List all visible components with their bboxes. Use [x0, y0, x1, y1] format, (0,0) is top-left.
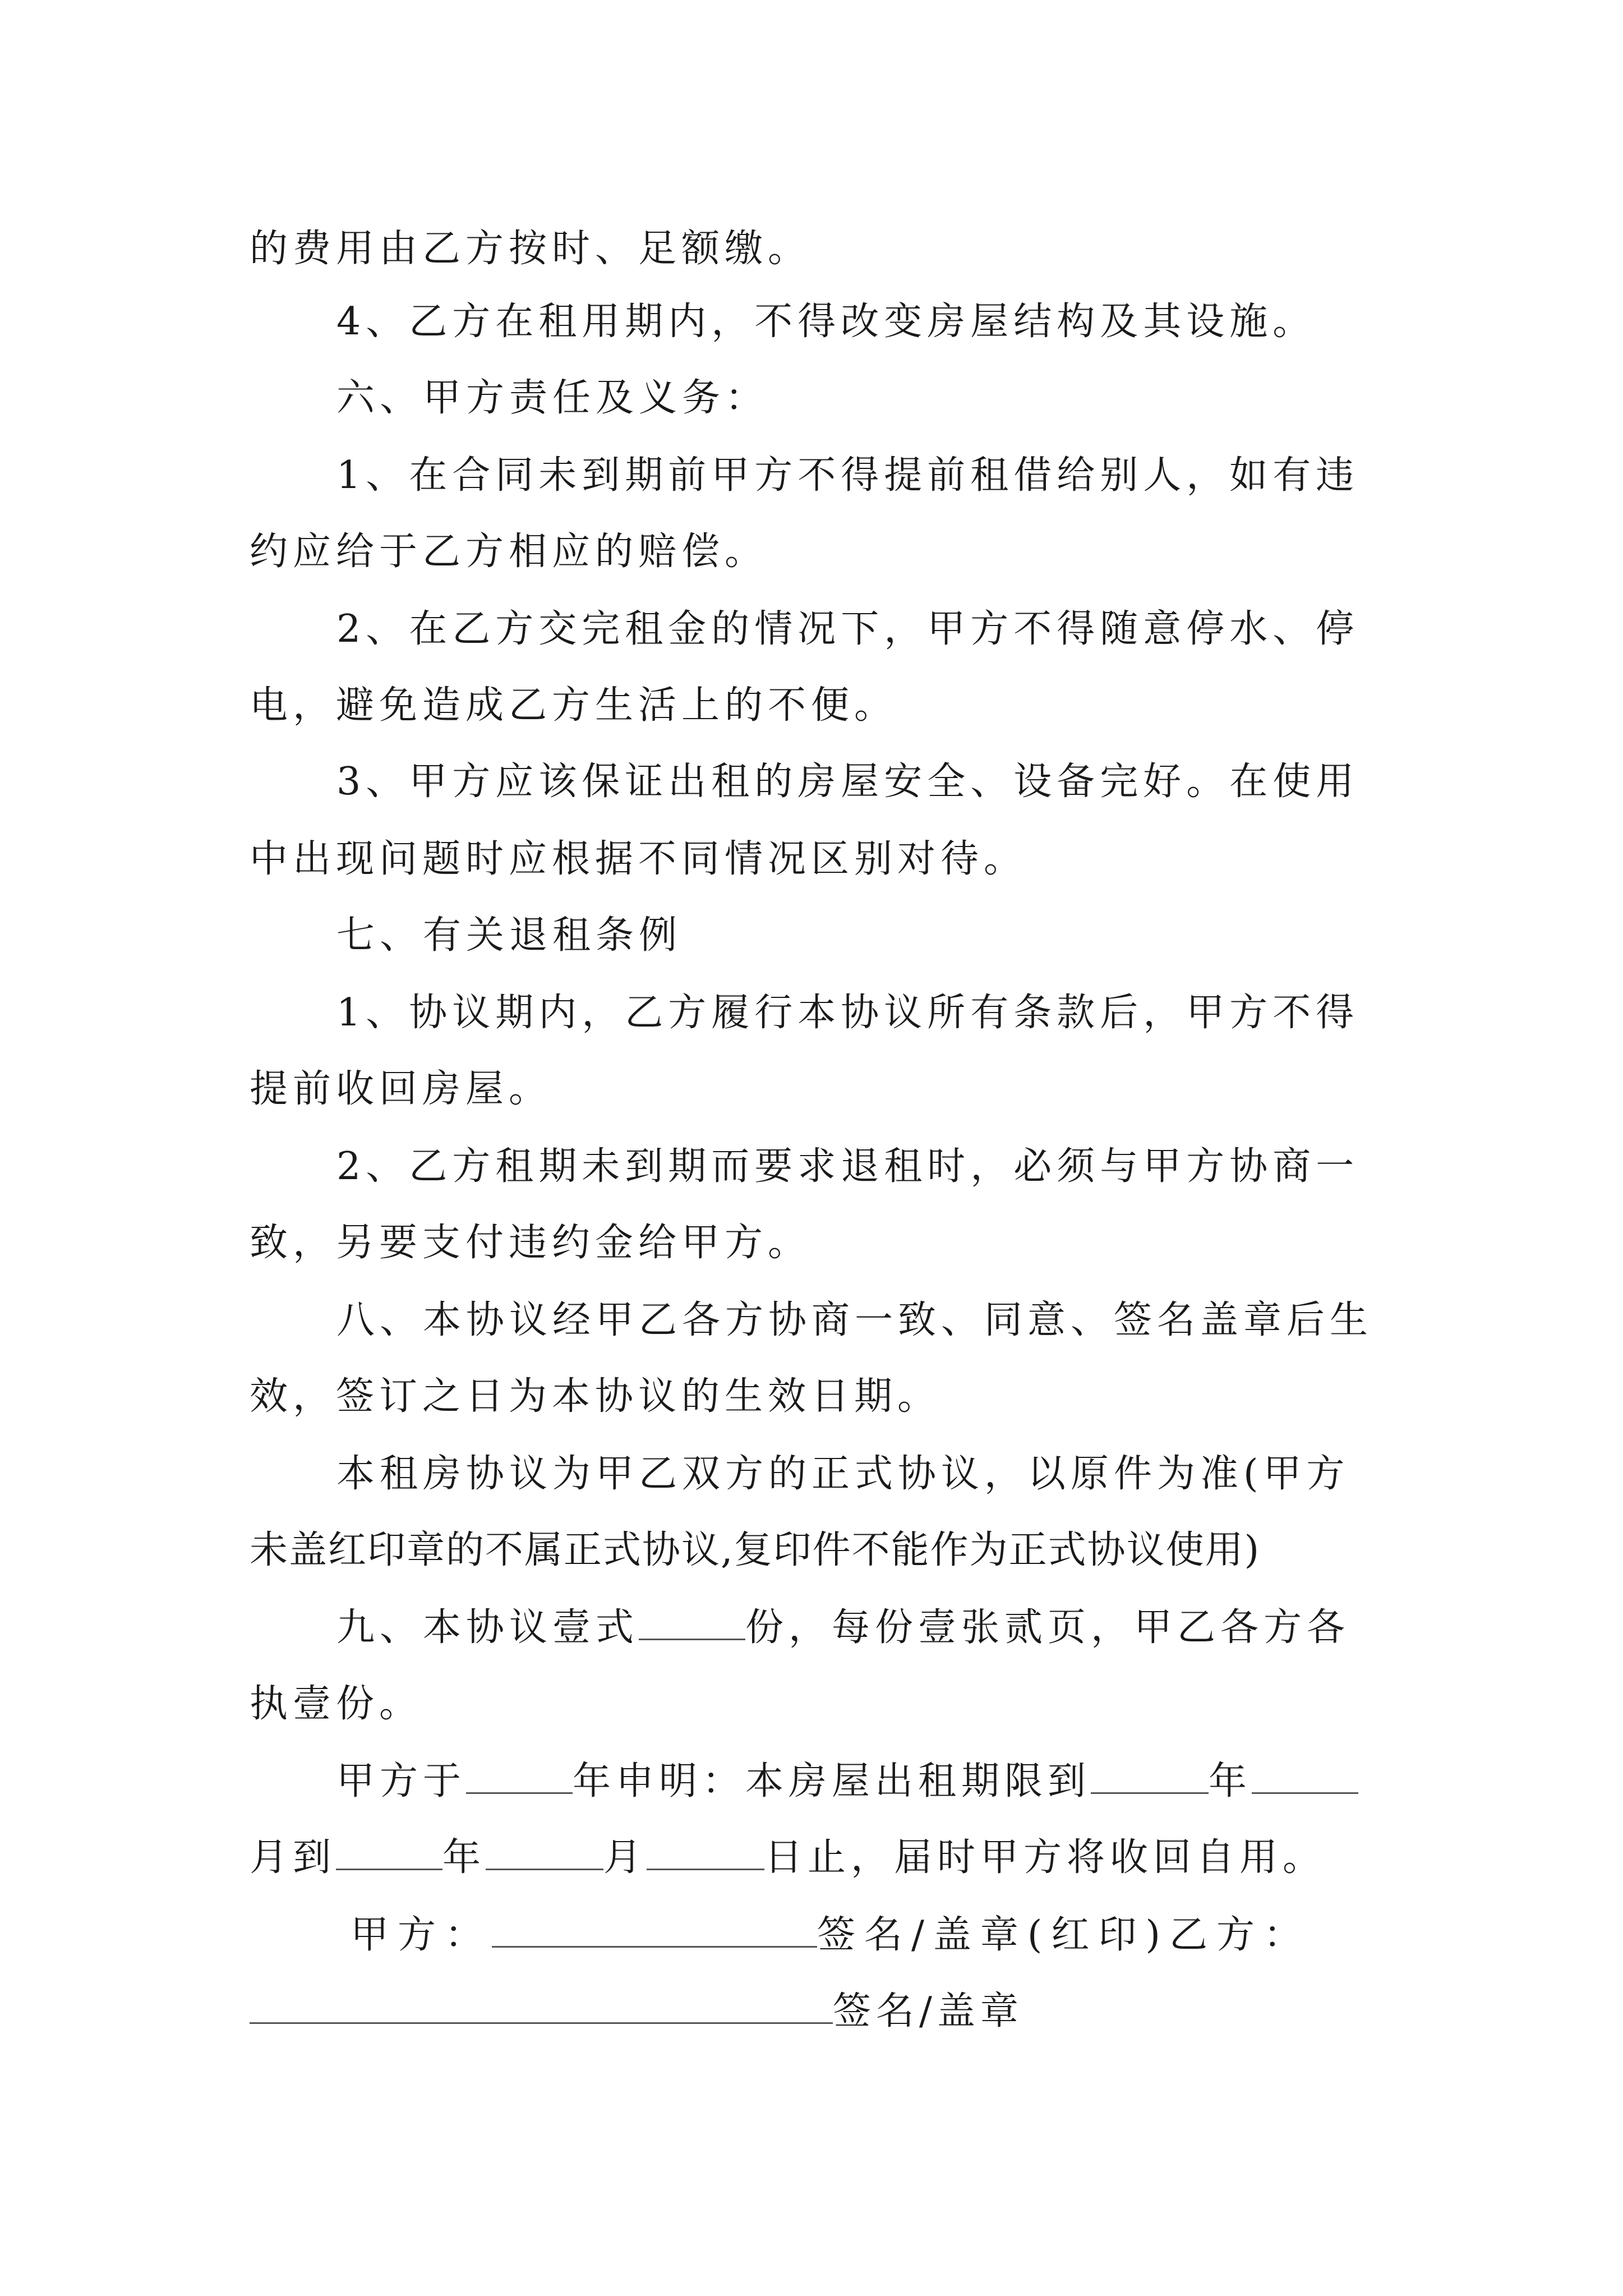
notice-text-c: 年 [1209, 1759, 1252, 1803]
signature-line-1 [351, 1908, 1402, 1962]
text-line: 未盖红印章的不属正式协议,复印件不能作为正式协议使用) [250, 1528, 1261, 1572]
copies-text-a: 九、本协议壹式 [336, 1605, 639, 1650]
notice-text-b: 年申明：本房屋出租期限到 [573, 1759, 1091, 1803]
text-line: 执壹份。 [250, 1682, 423, 1726]
text-line: 电，避免造成乙方生活上的不便。 [250, 683, 898, 728]
text-line: 致，另要支付违约金给甲方。 [250, 1221, 811, 1265]
notice-text-a: 甲方于 [336, 1759, 467, 1803]
text-line: 的费用由乙方按时、足额缴。 [250, 227, 811, 271]
notice-line-2 [250, 1831, 1388, 1885]
text-line: 4、乙方在租用期内，不得改变房屋结构及其设施。 [336, 300, 1316, 344]
text-line: 1、协议期内，乙方履行本协议所有条款后，甲方不得 [336, 991, 1359, 1035]
text-line: 1、在合同未到期前甲方不得提前租借给别人，如有违 [336, 453, 1359, 498]
text-line: 中出现问题时应根据不同情况区别对待。 [250, 837, 1027, 881]
party-a-label: 甲方： [351, 1913, 492, 1957]
term-end-month-blank[interactable] [1252, 1756, 1358, 1794]
term-start-month-blank[interactable] [486, 1832, 603, 1870]
text-line: 效，签订之日为本协议的生效日期。 [250, 1374, 941, 1419]
copies-count-blank[interactable] [639, 1602, 745, 1640]
party-a-signature-blank[interactable] [492, 1910, 817, 1948]
section-heading: 六、甲方责任及义务： [336, 376, 769, 420]
text-line: 3、甲方应该保证出租的房屋安全、设备完好。在使用 [336, 760, 1359, 804]
section-heading: 七、有关退租条例 [336, 913, 683, 958]
signature-line-2 [250, 1985, 1388, 2039]
text-line: 本租房协议为甲乙双方的正式协议，以原件为准(甲方 [336, 1452, 1350, 1496]
text-line: 2、在乙方交完租金的情况下，甲方不得随意停水、停 [336, 607, 1359, 651]
notice-year-blank[interactable] [466, 1756, 573, 1794]
party-b-signature-blank[interactable] [250, 1986, 833, 2024]
party-a-sign-text: 签名/盖章(红印)乙方： [817, 1913, 1311, 1957]
party-b-sign-text: 签名/盖章 [833, 1989, 1023, 2033]
notice2-text-a: 月到 [250, 1835, 336, 1880]
text-line: 2、乙方租期未到期而要求退租时，必须与甲方协商一 [336, 1144, 1359, 1189]
text-line: 八、本协议经甲乙各方协商一致、同意、签名盖章后生 [336, 1298, 1373, 1342]
notice2-text-c: 月 [603, 1835, 647, 1880]
term-end-year-blank[interactable] [1091, 1756, 1209, 1794]
text-line: 提前收回房屋。 [250, 1067, 552, 1111]
text-line: 约应给于乙方相应的赔偿。 [250, 530, 768, 574]
term-day-blank[interactable] [647, 1832, 764, 1870]
notice2-text-b: 年 [442, 1835, 486, 1880]
term-start-year-blank[interactable] [336, 1832, 442, 1870]
copies-text-b: 份，每份壹张贰页，甲乙各方各 [745, 1605, 1350, 1650]
notice2-text-d: 日止，届时甲方将收回自用。 [764, 1835, 1326, 1880]
copies-line [336, 1601, 1388, 1655]
notice-line [336, 1755, 1388, 1809]
